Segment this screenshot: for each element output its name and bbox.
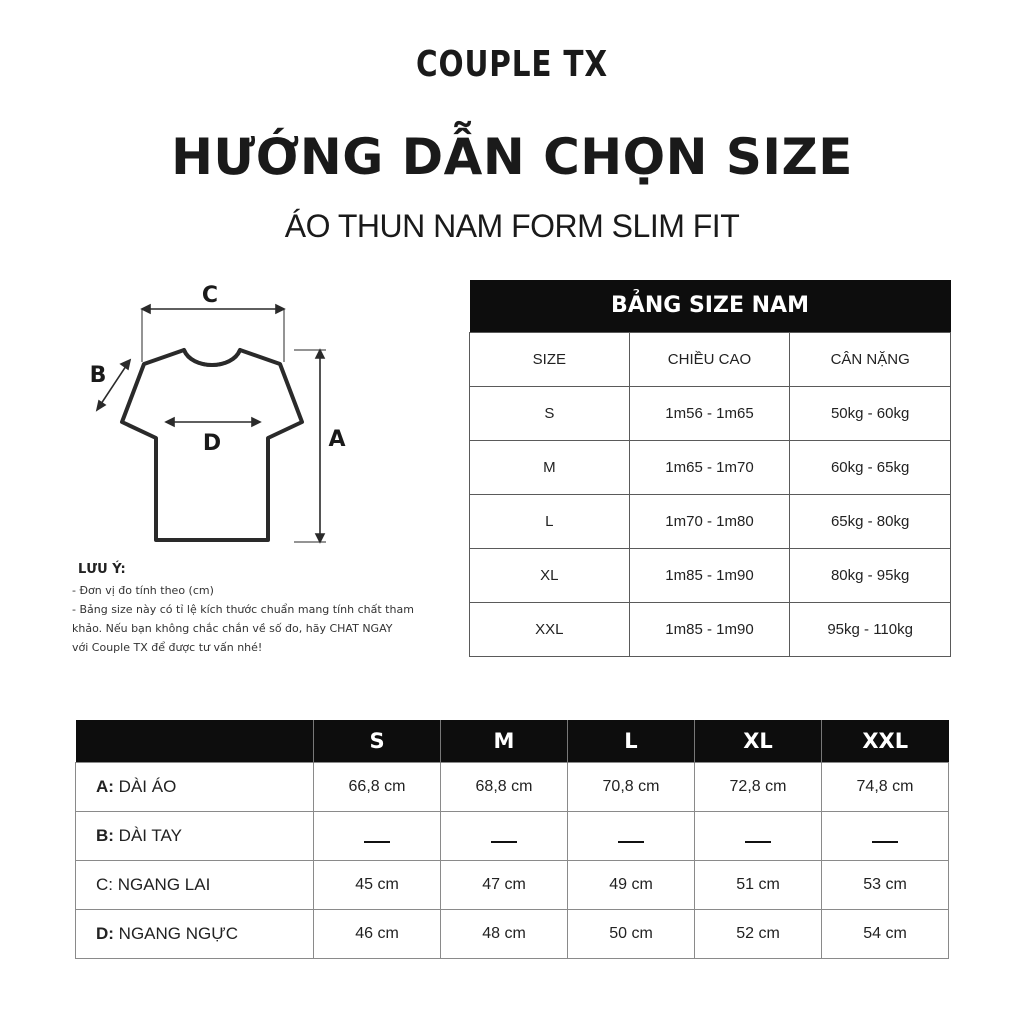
table-header-row xyxy=(470,332,951,386)
row-key: D: xyxy=(96,923,114,943)
note-line: với Couple TX để được tư vấn nhé! xyxy=(72,641,263,654)
measure-cell: 53 cm xyxy=(822,860,949,909)
tshirt-diagram xyxy=(80,278,360,558)
table-row xyxy=(76,909,949,958)
size-table-title: BẢNG SIZE NAM xyxy=(470,280,951,332)
row-label-hem xyxy=(76,860,314,909)
row-label-text: NGANG NGỰC xyxy=(113,923,239,943)
column-header-l: L xyxy=(568,720,695,762)
table-row xyxy=(470,440,951,494)
size-chart-table xyxy=(469,280,951,657)
measure-cell-empty xyxy=(441,811,568,860)
measure-cell: 49 cm xyxy=(568,860,695,909)
table-row xyxy=(470,386,951,440)
page-title: HƯỚNG DẪN CHỌN SIZE xyxy=(171,128,853,186)
weight-cell: 80kg - 95kg xyxy=(790,548,951,602)
measure-cell: 51 cm xyxy=(695,860,822,909)
dash-mark xyxy=(364,841,390,843)
measure-cell: 47 cm xyxy=(441,860,568,909)
weight-cell: 95kg - 110kg xyxy=(790,602,951,656)
measure-cell: 50 cm xyxy=(568,909,695,958)
note-line: - Đơn vị đo tính theo (cm) xyxy=(72,584,214,597)
weight-cell: 65kg - 80kg xyxy=(790,494,951,548)
row-key: A: xyxy=(96,776,114,796)
label-b: B xyxy=(89,363,107,388)
row-label-text: C: NGANG LAI xyxy=(96,874,211,894)
column-header-xxl: XXL xyxy=(822,720,949,762)
measure-cell-empty xyxy=(314,811,441,860)
measure-cell: 66,8 cm xyxy=(314,762,441,811)
size-cell: XXL xyxy=(470,602,630,656)
measure-cell-empty xyxy=(695,811,822,860)
column-header-size: SIZE xyxy=(470,332,630,386)
label-c: C xyxy=(201,283,219,308)
height-cell: 1m70 - 1m80 xyxy=(629,494,790,548)
label-a: A xyxy=(328,427,346,452)
row-label-chest xyxy=(76,909,314,958)
row-label-length xyxy=(76,762,314,811)
weight-cell: 60kg - 65kg xyxy=(790,440,951,494)
row-label-sleeve xyxy=(76,811,314,860)
measure-cell-empty xyxy=(568,811,695,860)
dash-mark xyxy=(872,841,898,843)
measure-cell: 74,8 cm xyxy=(822,762,949,811)
note-line: khảo. Nếu bạn không chắc chắn về số đo, hãy CHAT NGAY xyxy=(72,622,393,635)
page-subtitle: ÁO THUN NAM FORM SLIM FIT xyxy=(284,208,740,244)
height-cell: 1m85 - 1m90 xyxy=(629,548,790,602)
measure-cell: 46 cm xyxy=(314,909,441,958)
notes-title: LƯU Ý: xyxy=(78,562,126,577)
column-header-s: S xyxy=(314,720,441,762)
table-row xyxy=(76,860,949,909)
dash-mark xyxy=(745,841,771,843)
dash-mark xyxy=(618,841,644,843)
table-row xyxy=(470,494,951,548)
table-row xyxy=(470,548,951,602)
size-cell: XL xyxy=(470,548,630,602)
measure-cell: 45 cm xyxy=(314,860,441,909)
measure-cell: 68,8 cm xyxy=(441,762,568,811)
table-header-row xyxy=(76,720,949,762)
table-row xyxy=(76,762,949,811)
measure-cell: 52 cm xyxy=(695,909,822,958)
row-label-text: DÀI TAY xyxy=(113,825,182,845)
row-label-text: DÀI ÁO xyxy=(113,776,177,796)
column-header-m: M xyxy=(441,720,568,762)
size-cell: M xyxy=(470,440,630,494)
measurement-table xyxy=(75,720,949,959)
table-row xyxy=(76,811,949,860)
measure-cell: 72,8 cm xyxy=(695,762,822,811)
measure-cell: 48 cm xyxy=(441,909,568,958)
height-cell: 1m65 - 1m70 xyxy=(629,440,790,494)
dash-mark xyxy=(491,841,517,843)
measure-cell: 54 cm xyxy=(822,909,949,958)
row-key: B: xyxy=(96,825,114,845)
column-header-blank xyxy=(76,720,314,762)
measure-cell-empty xyxy=(822,811,949,860)
column-header-height: CHIỀU CAO xyxy=(629,332,790,386)
measure-cell: 70,8 cm xyxy=(568,762,695,811)
note-line: - Bảng size này có tỉ lệ kích thước chuẩn mang tính chất tham xyxy=(72,603,414,616)
weight-cell: 50kg - 60kg xyxy=(790,386,951,440)
column-header-xl: XL xyxy=(695,720,822,762)
height-cell: 1m56 - 1m65 xyxy=(629,386,790,440)
tshirt-neckline xyxy=(184,350,240,365)
height-cell: 1m85 - 1m90 xyxy=(629,602,790,656)
size-cell: L xyxy=(470,494,630,548)
notes-section xyxy=(72,562,452,657)
size-cell: S xyxy=(470,386,630,440)
table-row xyxy=(470,602,951,656)
column-header-weight: CÂN NẶNG xyxy=(790,332,951,386)
brand-logo: COUPLE TX xyxy=(416,44,608,85)
label-d: D xyxy=(202,431,222,456)
